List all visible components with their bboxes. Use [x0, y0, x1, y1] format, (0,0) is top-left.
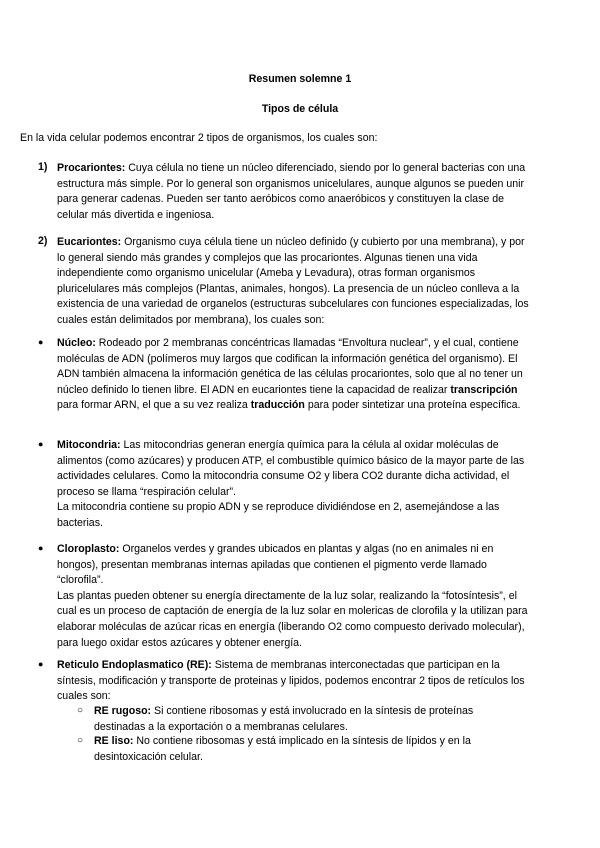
bullet-marker: ●	[38, 543, 44, 553]
sub-bullet-marker: ○	[77, 735, 84, 746]
list-number-2: 2)	[38, 235, 48, 247]
reticulo-text: Sistema de membranas interconectadas que participan en la síntesis, modificación y transporte de proteinas y lipidos, podemos encontrar 2 tipos de retículos los cuales son:	[57, 659, 525, 703]
re-rugoso-paragraph	[94, 704, 512, 735]
nucleo-paragraph	[57, 336, 527, 414]
bullet-marker: ●	[38, 659, 44, 669]
mitocondria-text: Las mitocondrias generan energía química para la célula al oxidar moléculas de alimentos (como azúcares) y producen ATP, el combustible químico básico de la mayor parte de las actividades celulares. Como la mitocondria consume O2 y libera CO2 durante dicha actividad, el proceso se llama “respiración celular”.	[57, 439, 525, 498]
mitocondria-text-2: La mitocondria contiene su propio ADN y se reproduce dividiéndose en 2, asemejándose a las bacterias.	[57, 501, 500, 529]
list-number-1: 1)	[38, 161, 48, 173]
bullet-marker: ●	[38, 337, 44, 347]
mitocondria-paragraph	[57, 438, 529, 532]
nucleo-text: Rodeado por 2 membranas concéntricas llamadas “Envoltura nuclear”, y el cual, contiene moléculas de ADN (polímeros muy largos que codifican la información genética del organismo). El ADN también almacena la información genética de las células procariontes, solo que al no tener un núcleo definido lo tienen libre. El ADN en eucariontes tiene la capacidad de realizar	[57, 337, 523, 396]
re-liso-term: RE liso:	[94, 735, 134, 747]
mitocondria-term: Mitocondria:	[57, 439, 121, 451]
cloroplasto-text-2: Las plantas pueden obtener su energía directamente de la luz solar, realizando la “fotosíntesis”, el cual es un proceso de captación de energía de la luz solar en molericas de clorofila y la utilizan para elaborar moléculas de azúcar ricas en energía (liberando O2 como compuesto derivado molecular), para luego oxidar estos azúcares y obtener energía.	[57, 589, 528, 649]
traduccion-term: traducción	[250, 399, 305, 412]
nucleo-text-2: para formar ARN, el que a su vez realiza	[57, 399, 251, 412]
document-title: Resumen solemne 1	[248, 73, 352, 85]
eucariontes-text: Organismo cuya célula tiene un núcleo definido (y cubierto por una membrana), y por lo general siendo más grandes y complejos que las procariontes. Algunas tienen una vida independiente como organismo unicelular (Ameba y Levadura), otras forman organismos pluricelulares más complejos (Plantas, animales, hongos). La presencia de un núcleo conlleva a la existencia de una variedad de organelos (estructuras subcelulares con funciones especializadas, los cuales están delimitados por membrana), los cuales son:	[57, 236, 529, 326]
reticulo-paragraph	[57, 658, 535, 705]
procariontes-term: Procariontes:	[57, 162, 126, 174]
transcripcion-term: transcripción	[450, 383, 518, 396]
cloroplasto-text: Organelos verdes y grandes ubicados en plantas y algas (no en animales ni en hongos), presentan membranas internas apiladas que contienen el pigmento verde llamado “clorofila”.	[57, 543, 494, 587]
re-rugoso-term: RE rugoso:	[94, 705, 152, 717]
reticulo-term: Reticulo Endoplasmatico (RE):	[57, 659, 212, 671]
re-rugoso-text: Si contiene ribosomas y está involucrado en la síntesis de proteínas destinadas a la exportación o a membranas celulares.	[94, 705, 474, 733]
eucariontes-paragraph	[57, 235, 535, 329]
cloroplasto-paragraph	[57, 542, 535, 651]
nucleo-term: Núcleo:	[57, 337, 96, 349]
bullet-marker: ●	[38, 439, 44, 449]
sub-bullet-marker: ○	[77, 705, 84, 716]
eucariontes-term: Eucariontes:	[57, 236, 122, 248]
nucleo-text-3: para poder sintetizar una proteína específica.	[304, 399, 521, 412]
procariontes-text: Cuya célula no tiene un núcleo diferenciado, siendo por lo general bacterias con una estructura más simple. Por lo general son organismos unicelulares, aunque algunos se pueden unir para generar cadenas. Pueden ser tanto aeróbicos como anaeróbicos y constituyen la clase de celular más divertida e ingeniosa.	[57, 162, 526, 221]
procariontes-paragraph	[57, 161, 535, 223]
document-subtitle: Tipos de célula	[261, 103, 339, 115]
re-liso-text: No contiene ribosomas y está implicado en la síntesis de lípidos y en la desintoxicación celular.	[94, 735, 471, 763]
cloroplasto-term: Cloroplasto:	[57, 543, 120, 555]
intro-paragraph: En la vida celular podemos encontrar 2 tipos de organismos, los cuales son:	[20, 132, 378, 144]
re-liso-paragraph	[94, 734, 512, 765]
